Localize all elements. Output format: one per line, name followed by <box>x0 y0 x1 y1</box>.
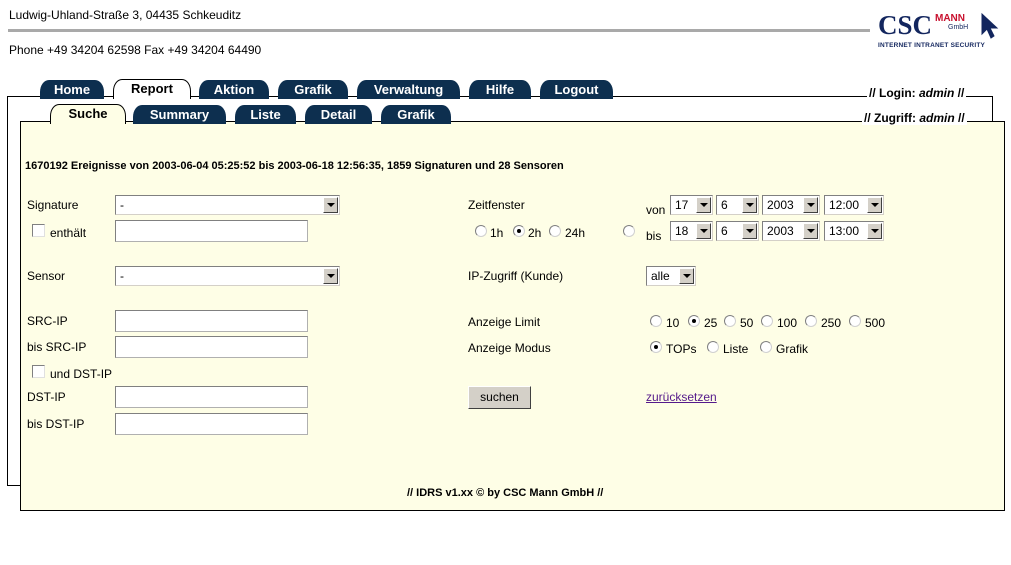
anzeige-limit-label: Anzeige Limit <box>468 315 541 329</box>
sensor-select[interactable] <box>115 266 340 286</box>
bis-month-select[interactable] <box>716 221 759 241</box>
signature-label: Signature <box>27 198 79 212</box>
event-summary: 1670192 Ereignisse von 2003-06-04 05:25:52 bis 2003-06-18 12:56:35, 1859 Signaturen und 28 Sensoren <box>25 160 564 172</box>
tab-hilfe[interactable]: Hilfe <box>469 80 531 99</box>
chevron-down-icon[interactable] <box>803 197 818 213</box>
von-year-value: 2003 <box>767 198 794 212</box>
ip-zugriff-select[interactable] <box>646 266 696 286</box>
modus-liste-label: Liste <box>723 342 749 356</box>
zugriff-user: admin <box>919 111 955 125</box>
bis-time-value: 13:00 <box>829 224 860 238</box>
limit-500-radio[interactable] <box>849 315 861 327</box>
logo-mann: MANN <box>935 13 965 24</box>
und-dst-ip-checkbox[interactable] <box>32 365 45 378</box>
ip-zugriff-value: alle <box>651 269 670 283</box>
modus-liste-radio[interactable] <box>707 341 719 353</box>
von-year-select[interactable] <box>762 195 820 215</box>
bis-month-value: 6 <box>721 224 728 238</box>
limit-50-label: 50 <box>740 316 754 330</box>
von-day-select[interactable] <box>670 195 713 215</box>
von-month-select[interactable] <box>716 195 759 215</box>
subtab-suche[interactable]: Suche <box>50 104 126 124</box>
limit-50-radio[interactable] <box>724 315 736 327</box>
limit-250-radio[interactable] <box>805 315 817 327</box>
chevron-down-icon[interactable] <box>742 197 757 213</box>
limit-250-label: 250 <box>821 316 842 330</box>
limit-100-label: 100 <box>777 316 798 330</box>
company-phone: Phone +49 34204 62598 Fax +49 34204 64490 <box>9 43 262 57</box>
logo-csc: CSC <box>878 10 933 40</box>
src-ip-label: SRC-IP <box>27 314 68 328</box>
limit-100-radio[interactable] <box>761 315 773 327</box>
bis-dst-ip-label: bis DST-IP <box>27 417 85 431</box>
signature-text-input[interactable] <box>115 220 308 242</box>
bis-dst-ip-input[interactable] <box>115 413 308 435</box>
src-ip-input[interactable] <box>115 310 308 332</box>
tab-aktion[interactable]: Aktion <box>199 80 269 99</box>
von-day-value: 17 <box>675 198 689 212</box>
signature-select-value: - <box>120 198 124 212</box>
logo-gmbh: GmbH <box>948 24 969 31</box>
chevron-down-icon[interactable] <box>679 268 694 284</box>
search-button[interactable]: suchen <box>468 386 531 409</box>
zugriff-suffix: // <box>954 111 965 125</box>
chevron-down-icon[interactable] <box>742 223 757 239</box>
zugriff-info <box>862 111 967 125</box>
chevron-down-icon[interactable] <box>323 268 338 284</box>
enthaelt-checkbox[interactable] <box>32 224 45 237</box>
window-1h-radio[interactable] <box>475 225 487 237</box>
logo-tagline: INTERNET INTRANET SECURITY <box>878 42 986 49</box>
von-month-value: 6 <box>721 198 728 212</box>
login-suffix: // <box>954 86 965 100</box>
limit-25-radio[interactable] <box>688 315 700 327</box>
enthaelt-label: enthält <box>50 226 87 240</box>
header-divider <box>8 29 870 32</box>
login-user: admin <box>919 86 955 100</box>
chevron-down-icon[interactable] <box>323 197 338 213</box>
window-2h-radio[interactable] <box>513 225 525 237</box>
dst-ip-label: DST-IP <box>27 390 66 404</box>
tab-grafik[interactable]: Grafik <box>278 80 348 99</box>
modus-grafik-radio[interactable] <box>760 341 772 353</box>
window-24h-label: 24h <box>565 226 586 240</box>
sensor-select-value: - <box>120 269 124 283</box>
subtab-grafik[interactable]: Grafik <box>381 105 451 124</box>
anzeige-modus-label: Anzeige Modus <box>468 341 551 355</box>
ip-zugriff-label: IP-Zugriff (Kunde) <box>468 269 564 283</box>
limit-10-radio[interactable] <box>650 315 662 327</box>
window-custom-radio[interactable] <box>623 225 635 237</box>
dst-ip-input[interactable] <box>115 386 308 408</box>
subtab-summary[interactable]: Summary <box>133 105 226 124</box>
modus-grafik-label: Grafik <box>776 342 809 356</box>
company-address: Ludwig-Uhland-Straße 3, 04435 Schkeuditz <box>9 8 242 22</box>
modus-tops-label: TOPs <box>666 342 697 356</box>
von-label: von <box>646 203 666 217</box>
bis-day-select[interactable] <box>670 221 713 241</box>
bis-time-select[interactable] <box>824 221 884 241</box>
company-logo <box>878 12 1003 52</box>
chevron-down-icon[interactable] <box>803 223 818 239</box>
und-dst-ip-label: und DST-IP <box>50 367 113 381</box>
window-2h-label: 2h <box>528 226 542 240</box>
bis-src-ip-input[interactable] <box>115 336 308 358</box>
reset-link[interactable]: zurücksetzen <box>646 390 717 404</box>
zeitfenster-label: Zeitfenster <box>468 198 525 212</box>
login-info <box>867 86 966 100</box>
cursor-arrow-icon <box>980 12 1000 40</box>
login-prefix: // Login: <box>869 86 919 100</box>
tab-report[interactable]: Report <box>113 79 191 99</box>
modus-tops-radio[interactable] <box>650 341 662 353</box>
subtab-liste[interactable]: Liste <box>235 105 296 124</box>
sensor-label: Sensor <box>27 269 66 283</box>
tab-logout[interactable]: Logout <box>540 80 613 99</box>
limit-500-label: 500 <box>865 316 886 330</box>
footer-copyright: // IDRS v1.xx © by CSC Mann GmbH // <box>407 487 604 499</box>
chevron-down-icon[interactable] <box>867 197 882 213</box>
von-time-select[interactable] <box>824 195 884 215</box>
subtab-detail[interactable]: Detail <box>305 105 372 124</box>
von-time-value: 12:00 <box>829 198 860 212</box>
window-1h-label: 1h <box>490 226 504 240</box>
window-24h-radio[interactable] <box>549 225 561 237</box>
bis-day-value: 18 <box>675 224 689 238</box>
bis-year-value: 2003 <box>767 224 794 238</box>
bis-year-select[interactable] <box>762 221 820 241</box>
limit-25-label: 25 <box>704 316 718 330</box>
limit-10-label: 10 <box>666 316 680 330</box>
tab-verwaltung[interactable]: Verwaltung <box>357 80 460 99</box>
chevron-down-icon[interactable] <box>867 223 882 239</box>
bis-label: bis <box>646 229 662 243</box>
zugriff-prefix: // Zugriff: <box>864 111 920 125</box>
chevron-down-icon[interactable] <box>696 197 711 213</box>
tab-home[interactable]: Home <box>40 80 104 99</box>
signature-select[interactable] <box>115 195 340 215</box>
bis-src-ip-label: bis SRC-IP <box>27 340 87 354</box>
chevron-down-icon[interactable] <box>696 223 711 239</box>
